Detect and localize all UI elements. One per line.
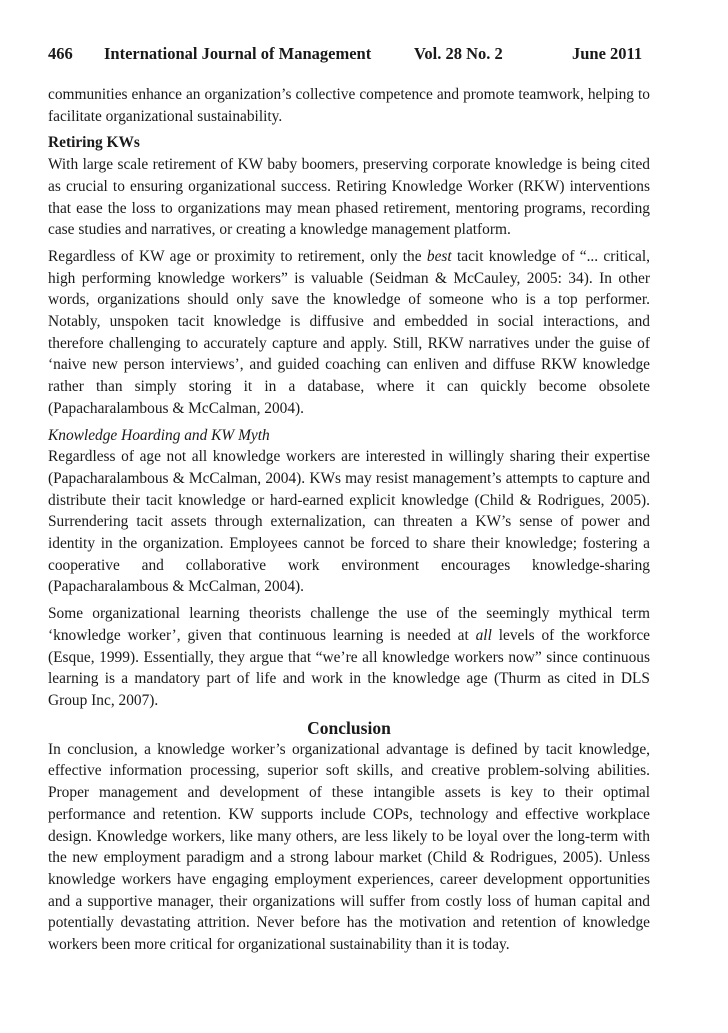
retiring-paragraph-2 [48, 246, 650, 420]
section-heading-retiring-kws: Retiring KWs [48, 134, 140, 152]
retiring-paragraph-1: With large scale retirement of KW baby boomers, preserving corporate knowledge is being cited as crucial to ensuring organizational success. Retiring Knowledge Worker (RKW) interventions that ease the loss to organizations may mean phased retirement, mentoring programs, recording case studies and narratives, or creating a knowledge management platform. [48, 156, 650, 239]
article-body [48, 84, 650, 956]
volume-issue: Vol. 28 No. 2 [414, 44, 503, 63]
page-number: 466 [48, 44, 73, 63]
journal-title: International Journal of Management [104, 44, 372, 63]
retiring-p2-text-a: Regardless of KW age or proximity to retirement, only the [48, 247, 427, 265]
hoarding-paragraph-1: Regardless of age not all knowledge workers are interested in willingly sharing their expertise (Papacharalambous & McCalman, 2004). KWs may resist management’s attempts to capture and distribute their tacit knowledge or hard-earned explicit knowledge (Child & Rodrigues, 2005). Surrendering tacit assets through externalization, can threaten a KW’s sense of power and identity in the organization. Employees cannot be forced to share their knowledge; fostering a cooperative and collaborative work environment encourages knowledge-sharing (Papacharalambous & McCalman, 2004). [48, 448, 650, 596]
retiring-p2-emphasis: best [426, 247, 452, 265]
hoarding-p2-text-b: levels of the workforce (Esque, 1999). Essentially, they argue that “we’re all knowledge workers now” since continuous learning is a mandatory part of life and work in the knowledge age (Thurm as cited in DLS Group Inc, 2007). [48, 626, 651, 709]
subsection-heading-knowledge-hoarding: Knowledge Hoarding and KW Myth [48, 426, 270, 444]
hoarding-paragraph-2 [48, 603, 650, 712]
publication-date: June 2011 [572, 44, 643, 63]
retiring-p2-text-b: tacit knowledge of “... critical, high performing knowledge workers” is valuable (Seidman & McCauley, 2005: 34). In other words, organizations should only save the knowledge of someone who is a top performer. Notably, unspoken tacit knowledge is diffusive and embedded in social interactions, and therefore challenging to accurately capture and apply. Still, RKW narratives under the guise of ‘naive new person interviews’, and guided coaching can enliven and diffuse RKW knowledge rather than simply storing it in a database, where it can quickly become obsolete (Papacharalambous & McCalman, 2004). [48, 247, 651, 417]
section-heading-conclusion: Conclusion [307, 717, 391, 738]
conclusion-paragraph: In conclusion, a knowledge worker’s organizational advantage is defined by tacit knowledge, effective information processing, superior soft skills, and creative problem-solving abilities. Proper management and development of these intangible assets is key to their optimal performance and retention. KW supports include COPs, technology and effective workplace design. Knowledge workers, like many others, are less likely to be loyal over the long-term with the new employment paradigm and a strong labour market (Child & Rodrigues, 2005). Unless knowledge workers have engaging employment experiences, career development opportunities and a supportive manager, their organizations will suffer from costly loss of human capital and potentially devastating attrition. Never before has the motivation and retention of knowledge workers been more critical for organizational sustainability than it is today. [48, 740, 650, 954]
running-header [48, 44, 650, 64]
hoarding-p2-emphasis: all [475, 626, 492, 644]
continued-paragraph: communities enhance an organization’s collective competence and promote teamwork, helping to facilitate organizational sustainability. [48, 86, 650, 125]
hoarding-p2-text-a: Some organizational learning theorists challenge the use of the seemingly mythical term ‘knowledge worker’, given that continuous learning is needed at [48, 605, 650, 644]
